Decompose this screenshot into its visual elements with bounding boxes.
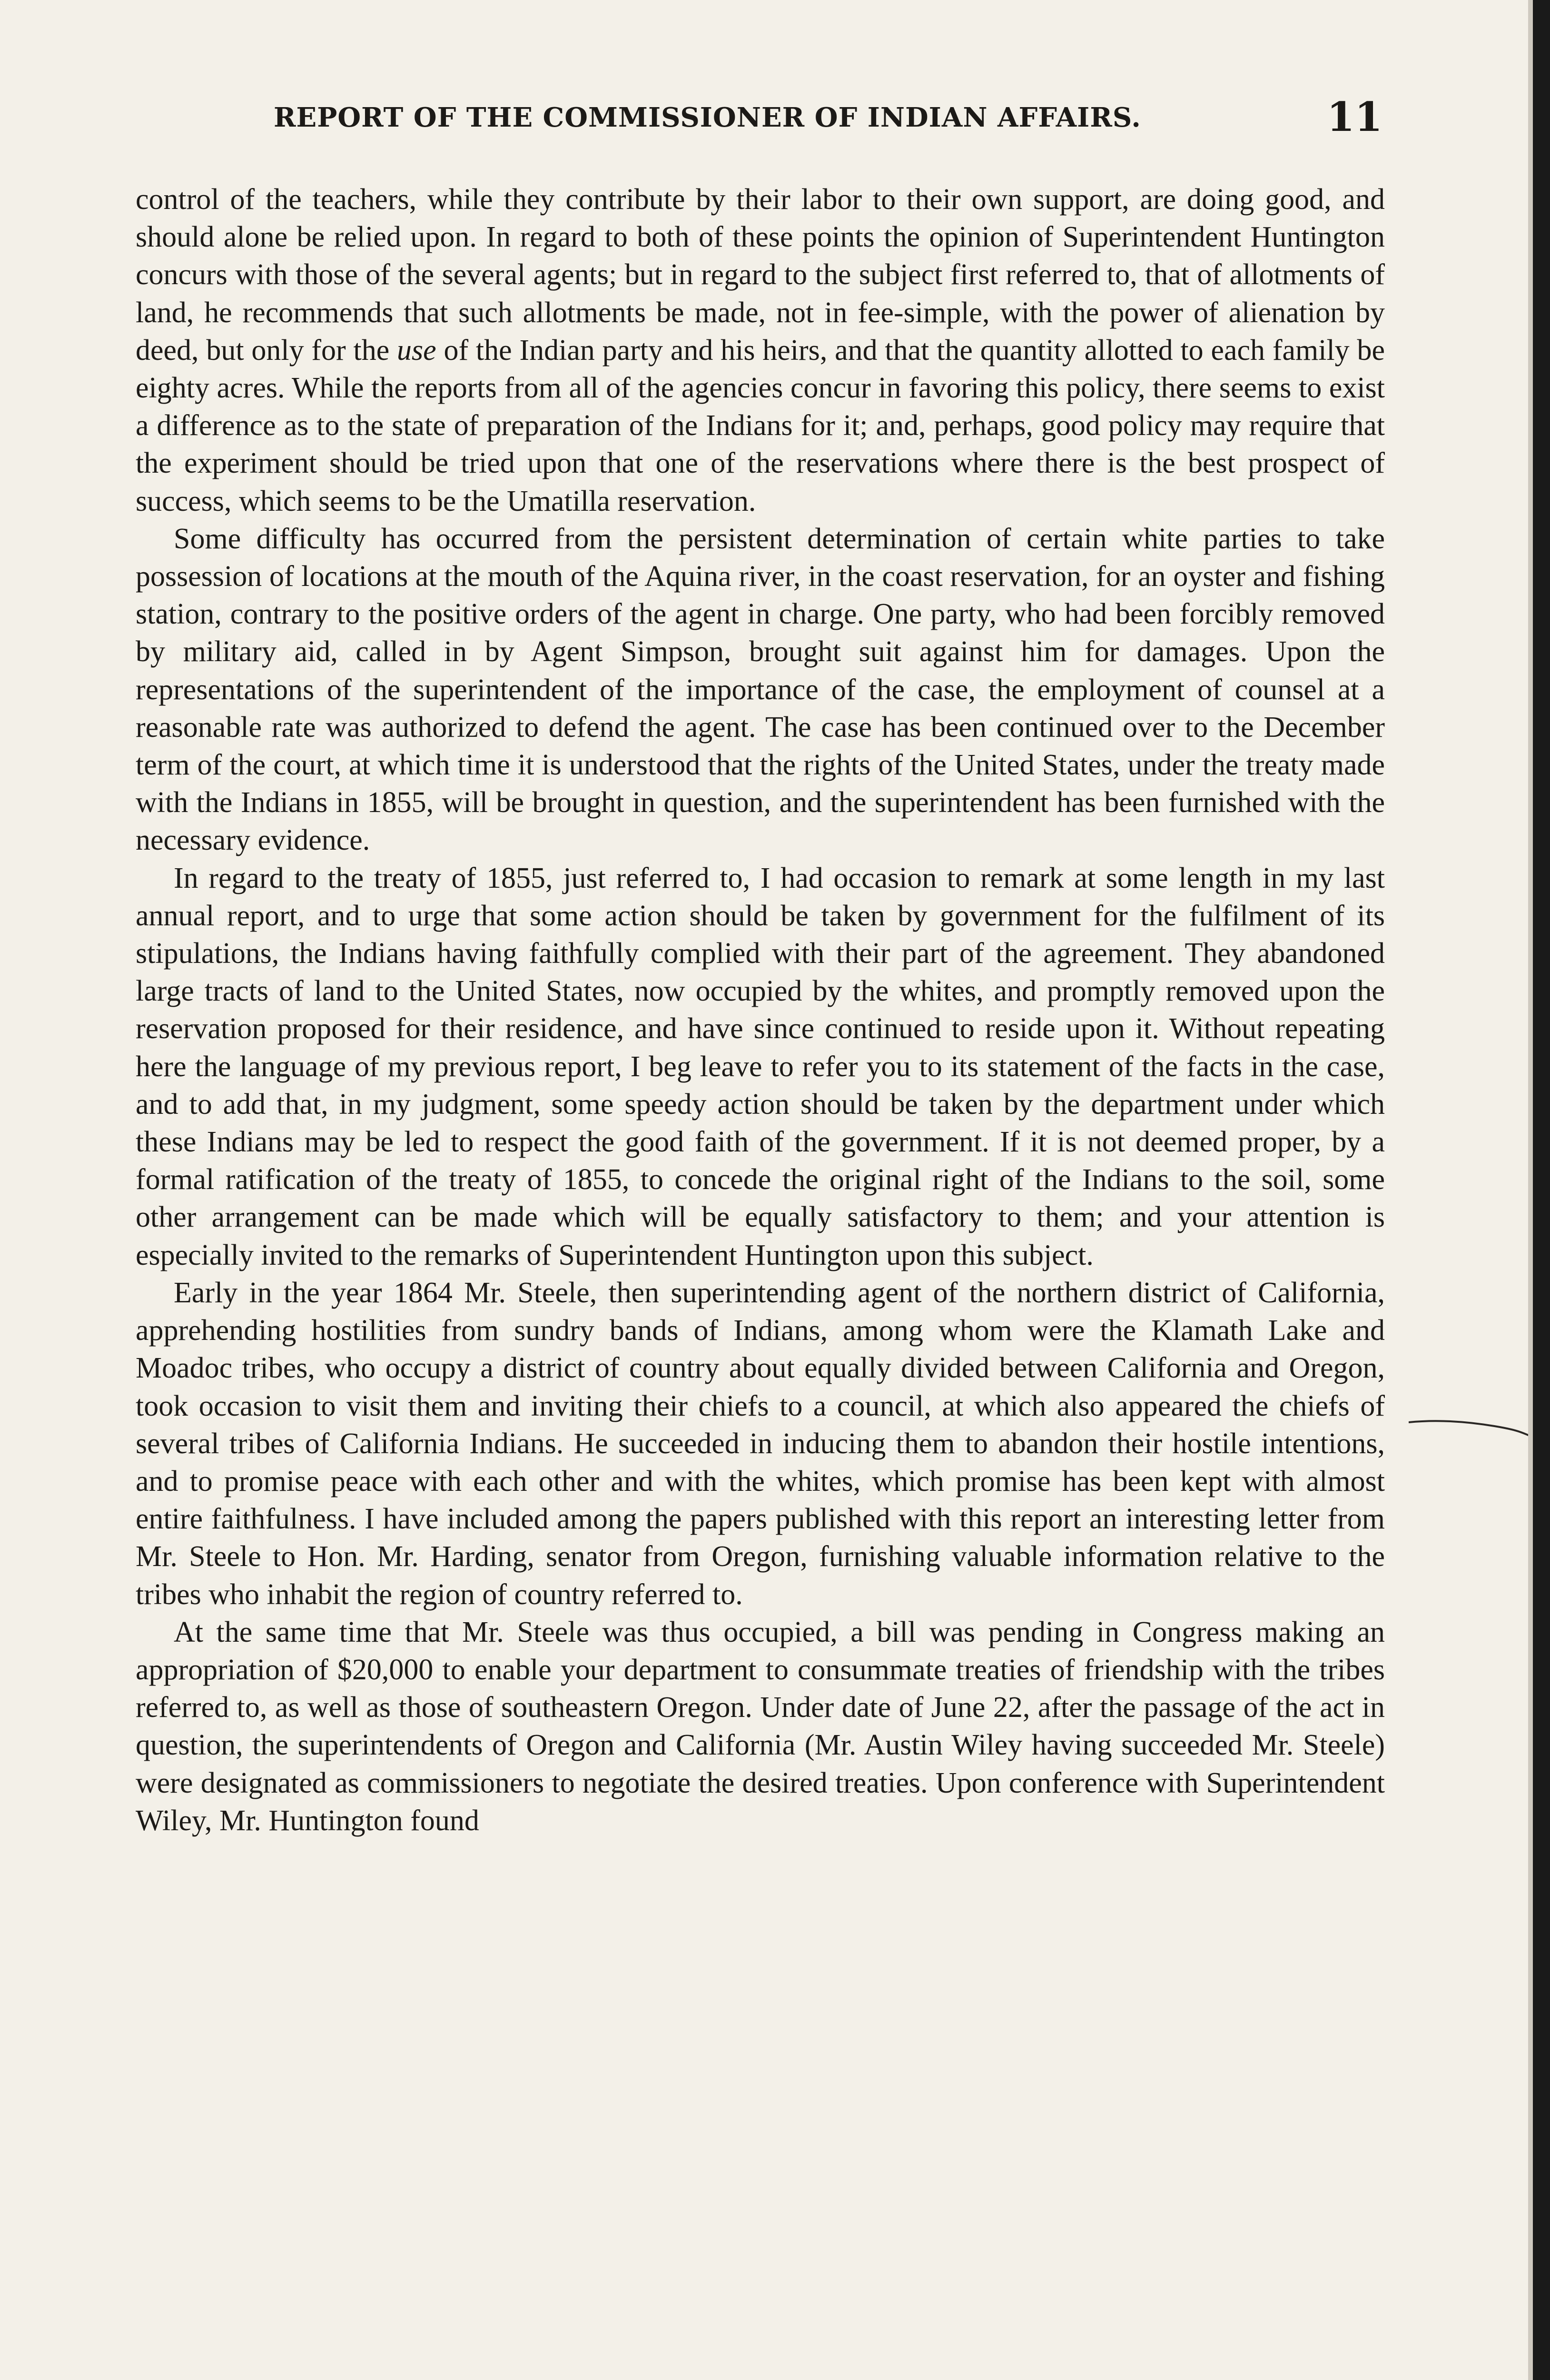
page-edge-shadow [1528, 0, 1533, 2380]
paragraph-1 [136, 181, 1385, 520]
margin-binding-mark [1409, 1409, 1532, 1438]
paragraph-3: In regard to the treaty of 1855, just referred to, I had occasion to remark at some length in my last annual report, and to urge that some action should be taken by government for the fulfilment of its stipulations, the Indians having faithfully complied with their part of the agreement. They abandoned large tracts of land to the United States, now occupied by the whites, and promptly removed upon the reservation proposed for their residence, and have since continued to reside upon it. Without repeating here the language of my previous report, I beg leave to refer you to its statement of the facts in the case, and to add that, in my judgment, some speedy action should be taken by the department under which these Indians may be led to respect the good faith of the government. If it is not deemed proper, by a formal ratification of the treaty of 1855, to concede the original right of the Indians to the soil, some other arrangement can be made which will be equally satisfactory to them; and your attention is especially invited to the remarks of Superintendent Huntington upon this subject. [136, 862, 1385, 1271]
paragraph-1-part-2: of the Indian party and his heirs, and that the quantity allotted to each family be eighty acres. While the reports from all of the agencies concur in favoring this policy, there seems to exist a difference as to the state of preparation of the Indians for it; and, perhaps, good policy may require that the experiment should be tried upon that one of the reservations where there is the best prospect of success, which seems to be the Umatilla reservation. [136, 334, 1385, 517]
running-head: REPORT OF THE COMMISSIONER OF INDIAN AFFAIRS. [274, 102, 1141, 133]
italic-word-use: use [397, 334, 436, 367]
body-text [136, 181, 1385, 2332]
paragraph-2: Some difficulty has occurred from the persistent determination of certain white parties to take possession of locations at the mouth of the Aquina river, in the coast reservation, for an oyster and fishing station, contrary to the positive orders of the agent in charge. One party, who had been forcibly removed by military aid, called in by Agent Simpson, brought suit against him for damages. Upon the representations of the superintendent of the importance of the case, the employment of counsel at a reasonable rate was authorized to defend the agent. The case has been continued over to the December term of the court, at which time it is understood that the rights of the United States, under the treaty made with the Indians in 1855, will be brought in question, and the superintendent has been furnished with the necessary evidence. [136, 522, 1385, 857]
paragraph-5: At the same time that Mr. Steele was thus occupied, a bill was pending in Congress making an appropriation of $20,000 to enable your department to consummate treaties of friendship with the tribes referred to, as well as those of southeastern Oregon. Under date of June 22, after the passage of the act in question, the superintendents of Oregon and California (Mr. Austin Wiley having succeeded Mr. Steele) were designated as commissioners to negotiate the desired treaties. Upon conference with Superintendent Wiley, Mr. Huntington found [136, 1616, 1385, 1837]
page-header [136, 93, 1392, 146]
paragraph-4: Early in the year 1864 Mr. Steele, then superintending agent of the northern district of California, apprehending hostilities from sundry bands of Indians, among whom were the Klamath Lake and Moadoc tribes, who occupy a district of country about equally divided between California and Oregon, took occasion to visit them and inviting their chiefs to a council, at which also appeared the chiefs of several tribes of California Indians. He succeeded in inducing them to abandon their hostile intentions, and to promise peace with each other and with the whites, which promise has been kept with almost entire faithfulness. I have included among the papers published with this report an interesting letter from Mr. Steele to Hon. Mr. Harding, senator from Oregon, furnishing valuable information relative to the tribes who inhabit the region of country referred to. [136, 1276, 1385, 1611]
page-edge [1533, 0, 1550, 2380]
page-number: 11 [1327, 93, 1382, 140]
paragraph-1-part-1: control of the teachers, while they contribute by their labor to their own support, are doing good, and should alone be relied upon. In regard to both of these points the opinion of Superintendent Huntington concurs with those of the several agents; but in regard to the subject first referred to, that of allotments of land, he recommends that such allotments be made, not in fee-simple, with the power of alienation by deed, but only for the [136, 183, 1385, 367]
